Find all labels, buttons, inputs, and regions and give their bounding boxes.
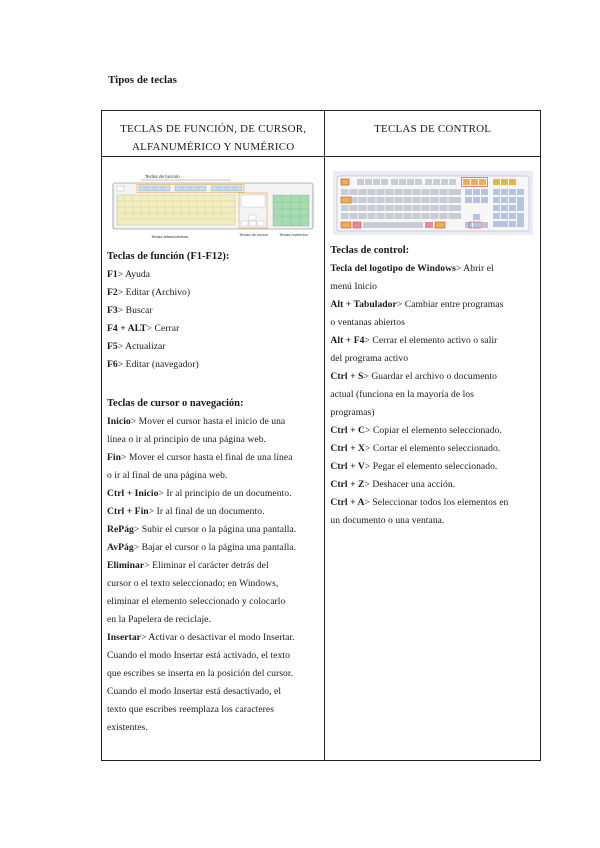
cursor-key-key: Inicio xyxy=(107,416,131,427)
cursor-key-line xyxy=(107,575,319,593)
function-key-line xyxy=(107,338,319,356)
function-keys-heading-bold: Teclas de función xyxy=(107,251,185,262)
function-key-key: F5 xyxy=(107,341,118,352)
table-body-row xyxy=(102,157,541,761)
control-key-text: > Abrir el xyxy=(455,263,494,274)
control-key-key: Ctrl + V xyxy=(330,461,365,472)
cursor-key-text: > Eliminar el carácter detrás del xyxy=(144,560,269,571)
function-key-key: F1 xyxy=(107,269,118,280)
cursor-key-key: AvPág xyxy=(107,542,134,553)
cursor-key-key: Insertar xyxy=(107,632,141,643)
cursor-key-text: que escribes se inserta en la posición del cursor. xyxy=(107,668,294,679)
control-key-text: del programa activo xyxy=(330,353,409,364)
function-keys-list xyxy=(107,266,319,374)
function-key-line xyxy=(107,320,319,338)
cursor-key-text: eliminar el elemento seleccionado y colocarlo xyxy=(107,596,286,607)
control-key-text: > Guardar el archivo o documento xyxy=(363,371,497,382)
cursor-key-key: Ctrl + Inicio xyxy=(107,488,159,499)
function-keys-heading xyxy=(107,251,319,262)
control-key-text: > Copiar el elemento seleccionado. xyxy=(365,425,502,436)
cursor-key-line xyxy=(107,467,319,485)
label-alphanumeric-keys: Teclas alfanuméricas xyxy=(150,234,189,239)
header-left xyxy=(102,111,325,157)
function-key-text: > Editar (navegador) xyxy=(117,359,199,370)
cursor-keys-list xyxy=(107,413,319,737)
cursor-key-text: en la Papelera de reciclaje. xyxy=(107,614,211,625)
function-key-line xyxy=(107,356,319,374)
control-key-text: o ventanas abiertos xyxy=(330,317,405,328)
cursor-key-line xyxy=(107,503,319,521)
cursor-key-line xyxy=(107,539,319,557)
cursor-key-text: > Ir al principio de un documento. xyxy=(158,488,292,499)
cursor-keys-heading: Teclas de cursor o navegación: xyxy=(107,398,244,409)
control-keys-heading: Teclas de control: xyxy=(330,245,410,256)
cursor-key-text: Cuando el modo Insertar está activado, el texto xyxy=(107,650,290,661)
control-key-text: > Seleccionar todos los elementos en xyxy=(364,497,509,508)
cursor-key-text: > Activar o desactivar el modo Insertar. xyxy=(140,632,295,643)
control-key-line xyxy=(330,422,535,440)
control-key-key: Tecla del logotipo de Windows xyxy=(330,263,456,274)
cursor-key-text: > Ir al final de un documento. xyxy=(148,506,265,517)
control-key-text: > Pegar el elemento seleccionado. xyxy=(364,461,498,472)
cursor-key-line xyxy=(107,557,319,575)
control-key-text: un documento o una ventana. xyxy=(330,515,445,526)
key-types-table xyxy=(101,110,541,761)
cursor-key-line xyxy=(107,449,319,467)
keyboard-diagram-function-image xyxy=(111,171,316,243)
cursor-key-line xyxy=(107,647,319,665)
right-cell xyxy=(325,157,541,761)
function-key-text: > Editar (Archivo) xyxy=(117,287,191,298)
header-right-text: TECLAS DE CONTROL xyxy=(374,123,492,135)
function-key-key: F6 xyxy=(107,359,118,370)
cursor-key-line xyxy=(107,719,319,737)
label-function-keys: Teclas de función xyxy=(144,174,180,179)
cursor-key-line xyxy=(107,665,319,683)
control-key-line xyxy=(330,368,535,386)
function-key-key: F3 xyxy=(107,305,118,316)
control-key-key: Ctrl + S xyxy=(330,371,364,382)
control-key-line xyxy=(330,386,535,404)
cursor-key-text: > Bajar el cursor o la página una pantalla. xyxy=(133,542,297,553)
cursor-key-text: línea o ir al principio de una página web. xyxy=(107,434,267,445)
cursor-key-key: RePág xyxy=(107,524,134,535)
control-key-line xyxy=(330,404,535,422)
function-key-line xyxy=(107,266,319,284)
cursor-key-line xyxy=(107,485,319,503)
control-key-line xyxy=(330,476,535,494)
control-key-key: Ctrl + Z xyxy=(330,479,365,490)
control-key-line xyxy=(330,350,535,368)
function-key-line xyxy=(107,302,319,320)
cursor-key-text: o ir al final de una página web. xyxy=(107,470,228,481)
control-key-line xyxy=(330,458,535,476)
cursor-key-line xyxy=(107,593,319,611)
control-key-line xyxy=(330,332,535,350)
function-key-text: > Cerrar xyxy=(146,323,180,334)
label-numeric-keys: Teclas numérico xyxy=(278,232,308,237)
control-key-text: > Cerrar el elemento activo o salir xyxy=(364,335,498,346)
function-key-line xyxy=(107,284,319,302)
header-left-text: TECLAS DE FUNCIÓN, DE CURSOR, ALFANUMÉRICO Y NUMÉRICO xyxy=(120,123,307,153)
control-key-text: > Deshacer una acción. xyxy=(364,479,456,490)
cursor-key-line xyxy=(107,431,319,449)
cursor-key-text: > Subir el cursor o la página una pantalla. xyxy=(133,524,297,535)
control-key-text: > Cortar el elemento seleccionado. xyxy=(365,443,501,454)
function-key-text: > Ayuda xyxy=(117,269,151,280)
cursor-key-text: > Mover el cursor hasta el inicio de una xyxy=(130,416,286,427)
label-cursor-keys: Teclas de cursor xyxy=(238,232,268,237)
cursor-key-line xyxy=(107,629,319,647)
cursor-key-text: existentes. xyxy=(107,722,148,733)
control-key-key: Ctrl + A xyxy=(330,497,365,508)
keyboard-diagram-control-image xyxy=(333,171,533,235)
control-key-line xyxy=(330,440,535,458)
header-right xyxy=(325,111,541,157)
cursor-key-text: cursor o el texto seleccionado; en Windows, xyxy=(107,578,279,589)
function-key-text: > Actualizar xyxy=(117,341,166,352)
control-key-key: Alt + Tabulador xyxy=(330,299,397,310)
left-cell xyxy=(102,157,325,761)
control-key-line xyxy=(330,278,535,296)
control-keys-list xyxy=(330,260,535,530)
cursor-key-line xyxy=(107,683,319,701)
control-key-key: Alt + F4 xyxy=(330,335,365,346)
control-key-line xyxy=(330,296,535,314)
control-key-line xyxy=(330,314,535,332)
control-key-key: Ctrl + C xyxy=(330,425,366,436)
control-key-line xyxy=(330,512,535,530)
control-key-line xyxy=(330,494,535,512)
function-key-key: F4 + ALT xyxy=(107,323,147,334)
numeric-key-block xyxy=(273,195,309,226)
cursor-key-text: Cuando el modo Insertar está desactivado, el xyxy=(107,686,282,697)
function-key-key: F2 xyxy=(107,287,118,298)
control-key-line xyxy=(330,260,535,278)
function-key-text: > Buscar xyxy=(117,305,153,316)
cursor-key-line xyxy=(107,521,319,539)
cursor-key-key: Ctrl + Fin xyxy=(107,506,149,517)
cursor-key-line xyxy=(107,413,319,431)
cursor-key-key: Eliminar xyxy=(107,560,145,571)
document-title: Tipos de teclas xyxy=(108,74,177,86)
control-key-text: menú Inicio xyxy=(330,281,378,292)
alphanumeric-key-block xyxy=(117,195,235,225)
cursor-key-line xyxy=(107,611,319,629)
cursor-key-key: Fin xyxy=(107,452,122,463)
function-keys-heading-range: (F1-F12): xyxy=(184,251,230,262)
control-key-key: Ctrl + X xyxy=(330,443,366,454)
cursor-key-text: > Mover el cursor hasta el final de una línea xyxy=(121,452,293,463)
table-header-row xyxy=(102,111,541,157)
control-key-text: actual (funciona en la mayoría de los xyxy=(330,389,474,400)
cursor-key-line xyxy=(107,701,319,719)
control-key-text: > Cambiar entre programas xyxy=(396,299,504,310)
control-key-text: programas) xyxy=(330,407,375,418)
cursor-key-text: texto que escribes reemplaza los caracteres xyxy=(107,704,275,715)
